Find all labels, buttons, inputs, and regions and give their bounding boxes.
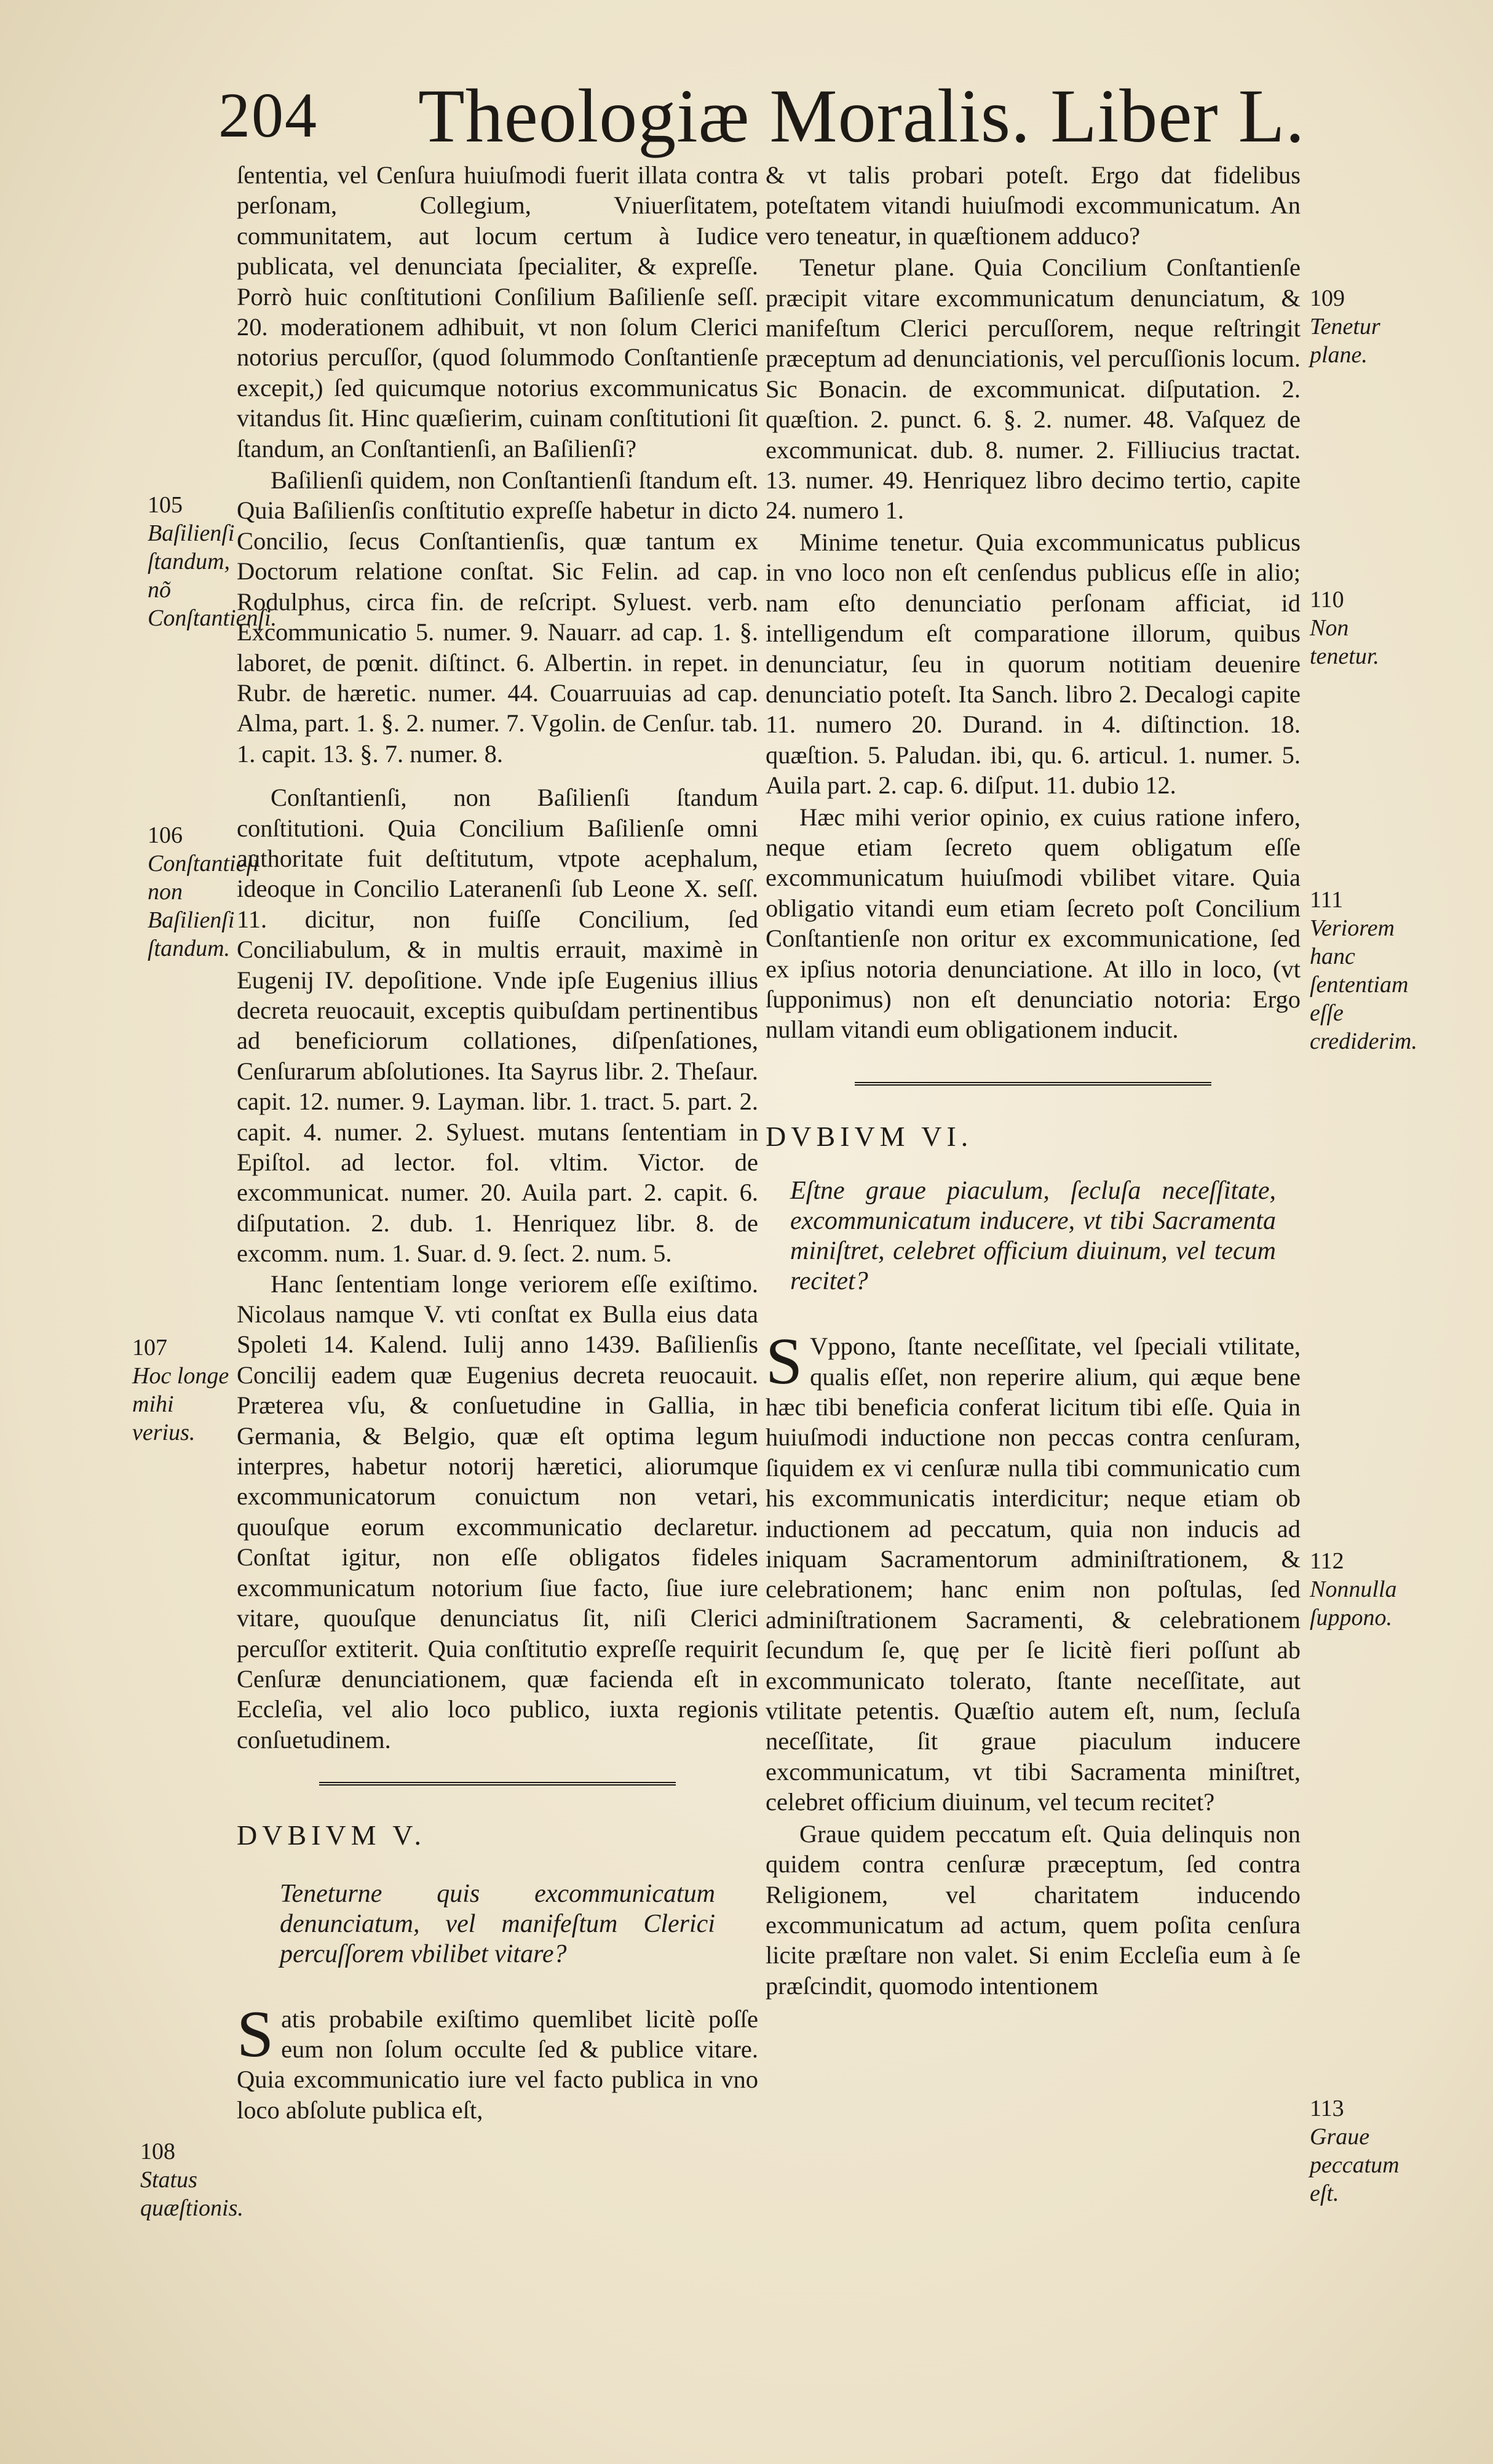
- margin-number: 112: [1310, 1548, 1344, 1574]
- paragraph-109: Tenetur plane. Quia Concilium Conſtantienſe præcipit vitare excommunicatum denunciatum, & manifeſtum Clerici percuſſorem, neque reſtringit præceptum ad denunciationis, vel percuſſionis locum. Sic Bonacin. de excommunicat. diſputation. 2. quæſtion. 2. punct. 6. §. 2. numer. 48. Vaſquez de excommunicat. dub. 8. numer. 2. Filliucius tractat. 13. numer. 49. Henriquez libro decimo tertio, capite 24. numero 1.: [766, 253, 1301, 525]
- paragraph-105: Baſilienſi quidem, non Conſtantienſi ſtandum eſt. Quia Baſilienſis conſtitutio expreſſe habetur in dicto Concilio, ſecus Conſtantienſis, quæ tantum ex Doctorum relatione conſtat. Sic Felin. ad cap. Rodulphus, circa fin. de reſcript. Syluest. verb. Excommunicatio 5. numer. 9. Nauarr. ad cap. 1. §. laboret, de pœnit. diſtinct. 6. Albertin. in repet. in Rubr. de hæretic. numer. 44. Couarruuias ad cap. Alma, part. 1. §. 2. numer. 7. Vgolin. de Cenſur. tab. 1. capit. 13. §. 7. numer. 8.: [237, 466, 758, 768]
- margin-number: 107: [132, 1335, 167, 1361]
- paragraph-112-text: Vppono, ſtante neceſſitate, vel ſpeciali vtilitate, qualis eſſet, non reperire alium, qui æque bene hæc tibi beneficia conferat licitum tibi eſſe. Quia in huiuſmodi inductione non peccas contra cenſuram, ſiquidem ex vi cenſuræ nulla tibi communicatio cum his excommunicatis interdicitur; neque etiam ob inductionem ad peccatum, quia non inducis ad iniquam Sacramentorum adminiſtrationem, & celebrationem; hanc enim non poſtulas, ſed adminiſtrationem Sacramenti, & celebrationem ſecundum ſe, quę per ſe licitè fieri poſſunt ab excommunicato tolerato, ſtante neceſſitate, aut vtilitate petentis. Quæſtio autem eſt, num, ſecluſa neceſſitate, ſit graue piaculum inducere excommunicatum, vt tibi Sacramenta miniſtret, celebret officium diuinum, vel tecum recitet?: [766, 1332, 1301, 1816]
- margin-text: Status quæſtionis.: [140, 2167, 244, 2221]
- section-rule: [855, 1082, 1211, 1086]
- paragraph-intro: ſententia, vel Cenſura huiuſmodi fuerit illata contra perſonam, Collegium, Vniuerſitatem, communitatem, aut locum certum à Iudice publicata, vel denunciata ſpecialiter, & expreſſe. Porrò huic conſtitutioni Conſilium Baſilienſe seſſ. 20. moderationem adhibuit, vt non ſolum Clerici notorius percuſſor, (quod ſolummodo Conſtantienſe excepit,) ſed quicumque notorius excommunicatus vitandus ſit. Hinc quæſierim, cuinam conſtitutioni ſit ſtandum, an Conſtantienſi, an Baſilienſi?: [237, 161, 758, 463]
- paragraph-113: Graue quidem peccatum eſt. Quia delinquis non quidem contra cenſuræ præceptum, ſed contra Religionem, vel charitatem inducendo excommunicatum ad actum, quem poſita cenſura licite præſtare non valet. Si enim Eccleſia eum à ſe præſcindit, quomodo intentionem: [766, 1819, 1301, 2000]
- margin-note-109: [1310, 284, 1414, 369]
- paragraph-continuation: & vt talis probari poteſt. Ergo dat fidelibus poteſtatem vitandi huiuſmodi excommunicatum. An vero teneatur, in quæſtionem adduco?: [766, 161, 1301, 250]
- question-v: Teneturne quis excommunicatum denunciatum, vel manifeſtum Clerici percuſſorem vbilibet vitare?: [280, 1879, 715, 1968]
- dubium-vi-heading: DVBIVM VI.: [766, 1120, 973, 1152]
- margin-note-113: [1310, 2094, 1420, 2208]
- margin-number: 109: [1310, 285, 1345, 311]
- paragraph-111: Hæc mihi verior opinio, ex cuius ratione infero, neque etiam ſecreto quem obligatum eſſe excommunicatum huiuſmodi vbilibet vitare. Quia obligatio vitandi eum etiam ſecreto poſt Concilium Conſtantienſe non oritur ex excommunicatione, ſed ex ipſius notoria denunciatione. At illo in loco, (vt ſupponimus) non eſt denunciatio notoria: Ergo nullam vitandi eum obligationem inducit.: [766, 803, 1301, 1044]
- margin-note-108: [140, 2137, 244, 2222]
- question-vi: Eſtne graue piaculum, ſecluſa neceſſitate, excommunicatum inducere, vt tibi Sacramenta miniſtret, celebret officium diuinum, vel tecum recitet?: [790, 1177, 1276, 1296]
- margin-note-106: [148, 821, 259, 963]
- margin-number: 108: [140, 2139, 175, 2164]
- margin-note-105: [148, 491, 277, 632]
- paragraph-108: [237, 1997, 758, 2126]
- section-rule: [319, 1782, 676, 1786]
- margin-number: 113: [1310, 2096, 1344, 2121]
- margin-text: Veriorem hanc ſententiam eſſe crediderim.: [1310, 915, 1417, 1054]
- drop-cap: S: [237, 1997, 274, 2071]
- margin-text: Hoc longe mihi verius.: [132, 1363, 229, 1445]
- margin-text: Tenetur plane.: [1310, 314, 1380, 368]
- paragraph-112: [766, 1325, 1301, 1818]
- margin-note-110: [1310, 586, 1414, 670]
- left-text-column: [237, 160, 758, 2125]
- margin-number: 105: [148, 492, 183, 518]
- paragraph-108-text: atis probabile exiſtimo quemlibet licitè poſſe eum non ſolum occulte ſed & publice vitare. Quia excommunicatio iure vel facto publica in vno loco abſolute publica eſt,: [237, 2005, 758, 2124]
- margin-number: 110: [1310, 587, 1344, 613]
- dubium-v-heading: DVBIVM V.: [237, 1819, 427, 1851]
- margin-text: Baſilienſi ſtandum, nõ Conſtantienſi.: [148, 520, 277, 631]
- right-text-column: [766, 160, 1301, 2001]
- page-header: [218, 73, 1325, 159]
- page-number: 204: [218, 80, 318, 151]
- margin-text: Conſtantieſi non Baſilienſi ſtandum.: [148, 851, 259, 961]
- paragraph-106: Conſtantienſi, non Baſilienſi ſtandum conſtitutioni. Quia Concilium Baſilienſe omni authoritate fuit deſtitutum, vtpote acephalum, ideoque in Concilio Lateranenſi ſub Leone X. seſſ. 11. dicitur, non fuiſſe Concilium, ſed Conciliabulum, & in multis errauit, maximè in Eugenij IV. depoſitione. Vnde ipſe Eugenius illius decreta reuocauit, exceptis quibuſdam pertinentibus ad beneficiorum collationes, diſpenſationes, Cenſurarum abſolutiones. Ita Sayrus libr. 2. Theſaur. capit. 12. numer. 9. Layman. libr. 1. tract. 5. part. 2. capit. 4. numer. 2. Syluest. mutans ſententiam in Epiſtol. ad lector. fol. vltim. Victor. de excommunicat. numer. 20. Auila part. 2. capit. 6. diſputation. 2. dub. 1. Henriquez libr. 8. de excomm. num. 1. Suar. d. 9. ſect. 2. num. 5.: [237, 784, 758, 1268]
- margin-number: 111: [1310, 887, 1344, 913]
- margin-note-111: [1310, 886, 1433, 1055]
- margin-text: Non tenetur.: [1310, 615, 1379, 669]
- margin-number: 106: [148, 822, 183, 848]
- drop-cap: S: [766, 1325, 803, 1399]
- margin-note-112: [1310, 1547, 1420, 1632]
- paragraph-110: Minime tenetur. Quia excommunicatus publicus in vno loco non eſt cenſendus publicus eſſe in alio; nam eſto denunciatio perſonam afficiat, id intelligendum eſt comparatione illorum, quibus denunciatur, ſeu in quorum notitiam deuenire denunciatio poteſt. Ita Sanch. libro 2. Decalogi capite 11. numero 20. Durand. in 4. diſtinction. 18. quæſtion. 5. Paludan. ibi, qu. 6. articul. 1. numer. 5. Auila part. 2. cap. 6. diſput. 11. dubio 12.: [766, 528, 1301, 800]
- running-title: Theologiæ Moralis. Liber L.: [418, 74, 1305, 158]
- paragraph-107: Hanc ſententiam longe veriorem eſſe exiſtimo. Nicolaus namque V. vti conſtat ex Bulla eius data Spoleti 14. Kalend. Iulij anno 1439. Baſilienſis Concilij eadem quæ Eugenius decreta reuocauit. Præterea vſu, & conſuetudine in Gallia, in Germania, & Belgio, quæ eſt optima legum interpres, habetur notorij hæretici, aliorumque excommunicatorum conuictum non vetari, quouſque eorum excommunicatio declaretur. Conſtat igitur, non eſſe obligatos fideles excommunicatum notorium ſiue facto, ſiue iure vitare, quouſque denunciatus ſit, niſi Clerici percuſſor extiterit. Quia conſtitutio expreſſe requirit Cenſuræ denunciationem, quæ facienda eſt in Eccleſia, vel alio loco publico, iuxta regionis conſuetudinem.: [237, 1270, 758, 1754]
- margin-text: Graue peccatum eſt.: [1310, 2124, 1400, 2206]
- margin-note-107: [132, 1333, 234, 1447]
- margin-text: Nonnulla ſuppono.: [1310, 1576, 1397, 1631]
